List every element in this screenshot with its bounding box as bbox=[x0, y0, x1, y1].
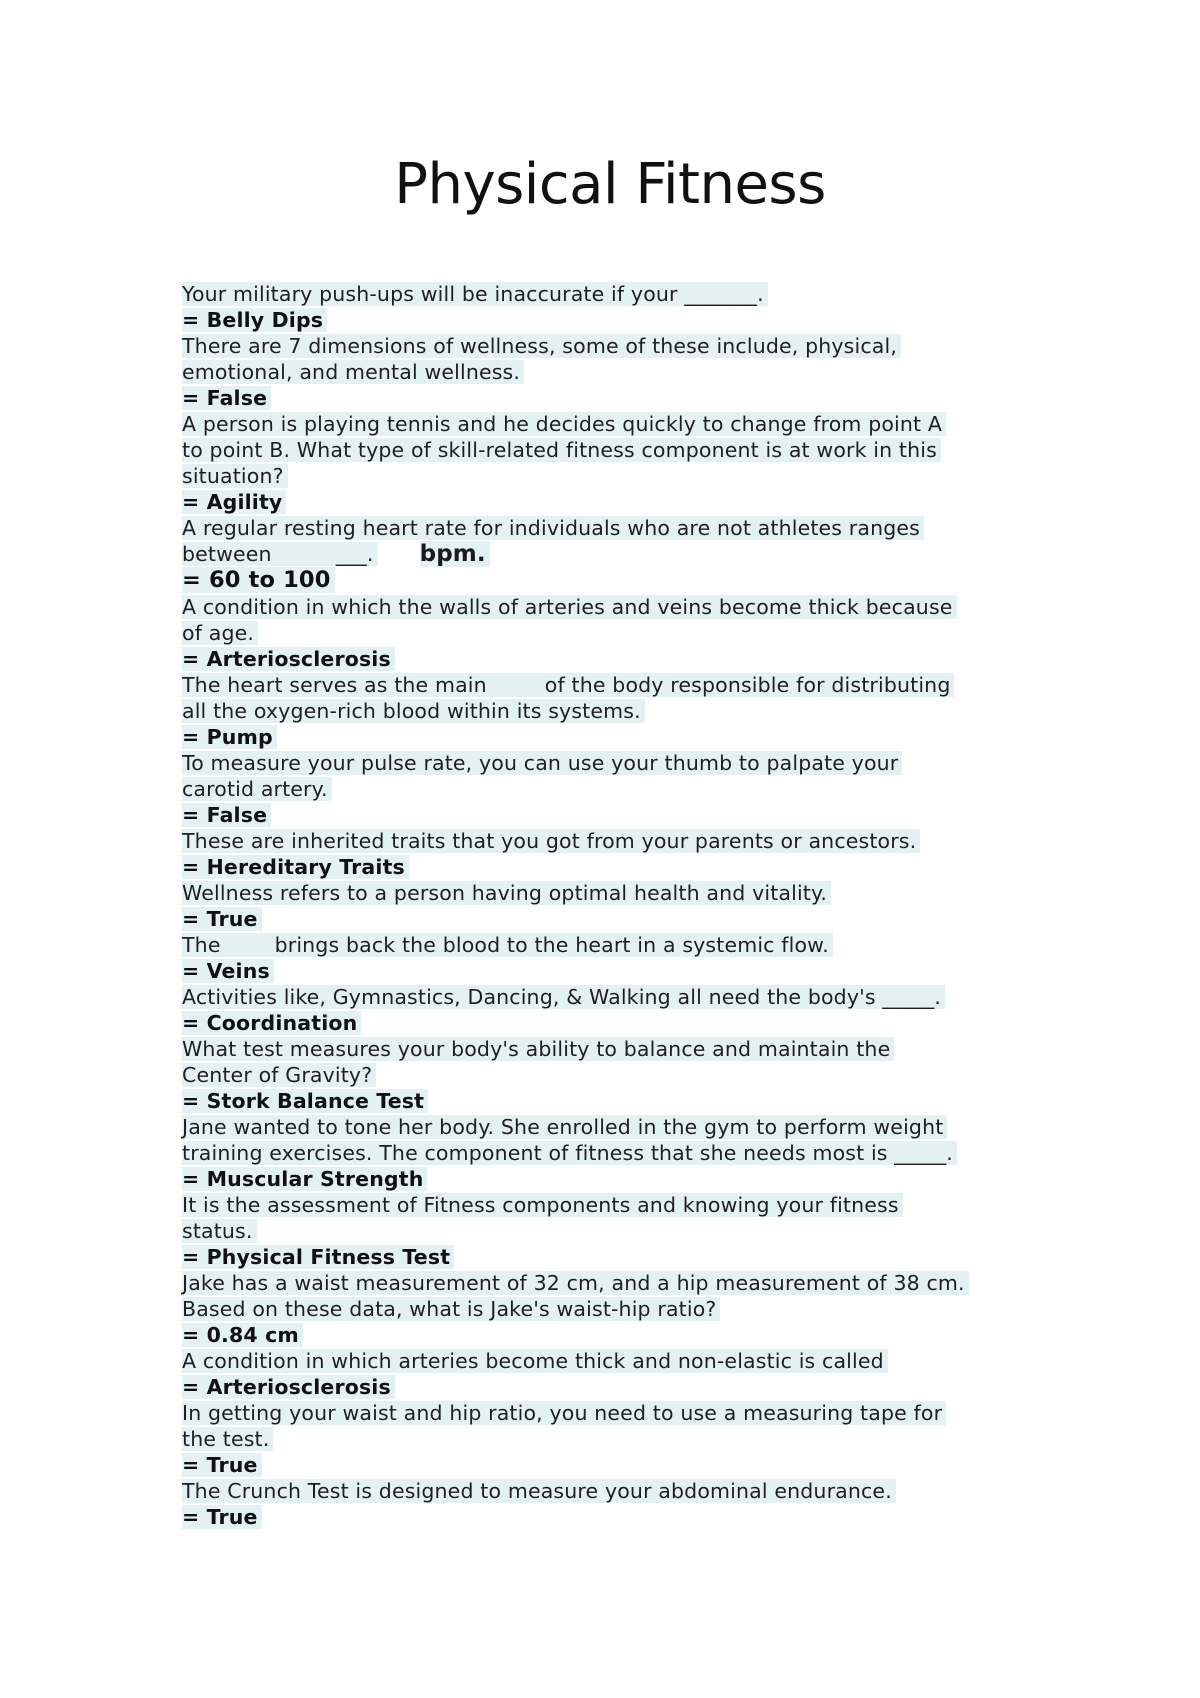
question-line: Based on these data, what is Jake's waist-hip ratio? bbox=[182, 1296, 1082, 1322]
question-line: The Crunch Test is designed to measure your abdominal endurance. bbox=[182, 1478, 1082, 1504]
question-line: status. bbox=[182, 1218, 1082, 1244]
question-line: Activities like, Gymnastics, Dancing, & Walking all need the body's _____. bbox=[182, 984, 1082, 1010]
answer-line: = Coordination bbox=[182, 1010, 1082, 1036]
question-line: emotional, and mental wellness. bbox=[182, 359, 1082, 385]
answer-line: = False bbox=[182, 385, 1082, 411]
question-line: A condition in which the walls of arteries and veins become thick because bbox=[182, 594, 1082, 620]
qa-list bbox=[182, 281, 1082, 1530]
question-line: carotid artery. bbox=[182, 776, 1082, 802]
answer-line: = 60 to 100 bbox=[182, 567, 1082, 594]
question-line: Jake has a waist measurement of 32 cm, and a hip measurement of 38 cm. bbox=[182, 1270, 1082, 1296]
answer-line: = Hereditary Traits bbox=[182, 854, 1082, 880]
answer-line: = Pump bbox=[182, 724, 1082, 750]
question-line: situation? bbox=[182, 463, 1082, 489]
answer-line: = 0.84 cm bbox=[182, 1322, 1082, 1348]
answer-line: = Agility bbox=[182, 489, 1082, 515]
question-line: It is the assessment of Fitness components and knowing your fitness bbox=[182, 1192, 1082, 1218]
question-line: Wellness refers to a person having optimal health and vitality. bbox=[182, 880, 1082, 906]
answer-line: = Physical Fitness Test bbox=[182, 1244, 1082, 1270]
question-line: In getting your waist and hip ratio, you need to use a measuring tape for bbox=[182, 1400, 1082, 1426]
bpm-unit: bpm. bbox=[420, 541, 490, 567]
question-line: between ___. bpm. bbox=[182, 541, 1082, 567]
answer-line: = Veins bbox=[182, 958, 1082, 984]
question-line: the test. bbox=[182, 1426, 1082, 1452]
question-line: to point B. What type of skill-related fitness component is at work in this bbox=[182, 437, 1082, 463]
question-line: Center of Gravity? bbox=[182, 1062, 1082, 1088]
answer-line: = Arteriosclerosis bbox=[182, 646, 1082, 672]
question-line: To measure your pulse rate, you can use your thumb to palpate your bbox=[182, 750, 1082, 776]
question-line: There are 7 dimensions of wellness, some of these include, physical, bbox=[182, 333, 1082, 359]
question-line: A condition in which arteries become thick and non-elastic is called bbox=[182, 1348, 1082, 1374]
page-title: Physical Fitness bbox=[394, 152, 826, 217]
question-line: all the oxygen-rich blood within its systems. bbox=[182, 698, 1082, 724]
answer-line: = True bbox=[182, 906, 1082, 932]
question-line: What test measures your body's ability to balance and maintain the bbox=[182, 1036, 1082, 1062]
question-line: These are inherited traits that you got from your parents or ancestors. bbox=[182, 828, 1082, 854]
answer-line: = Stork Balance Test bbox=[182, 1088, 1082, 1114]
question-line: The heart serves as the main of the body responsible for distributing bbox=[182, 672, 1082, 698]
question-line: Your military push-ups will be inaccurate if your _______. bbox=[182, 281, 1082, 307]
answer-line: = Muscular Strength bbox=[182, 1166, 1082, 1192]
answer-line: = True bbox=[182, 1504, 1082, 1530]
question-line: of age. bbox=[182, 620, 1082, 646]
answer-line: = Arteriosclerosis bbox=[182, 1374, 1082, 1400]
answer-line: = True bbox=[182, 1452, 1082, 1478]
question-line: A regular resting heart rate for individuals who are not athletes ranges bbox=[182, 515, 1082, 541]
question-line: Jane wanted to tone her body. She enrolled in the gym to perform weight bbox=[182, 1114, 1082, 1140]
answer-line: = False bbox=[182, 802, 1082, 828]
answer-line: = Belly Dips bbox=[182, 307, 1082, 333]
question-line: The brings back the blood to the heart in a systemic flow. bbox=[182, 932, 1082, 958]
question-line: training exercises. The component of fitness that she needs most is _____. bbox=[182, 1140, 1082, 1166]
question-line: A person is playing tennis and he decides quickly to change from point A bbox=[182, 411, 1082, 437]
